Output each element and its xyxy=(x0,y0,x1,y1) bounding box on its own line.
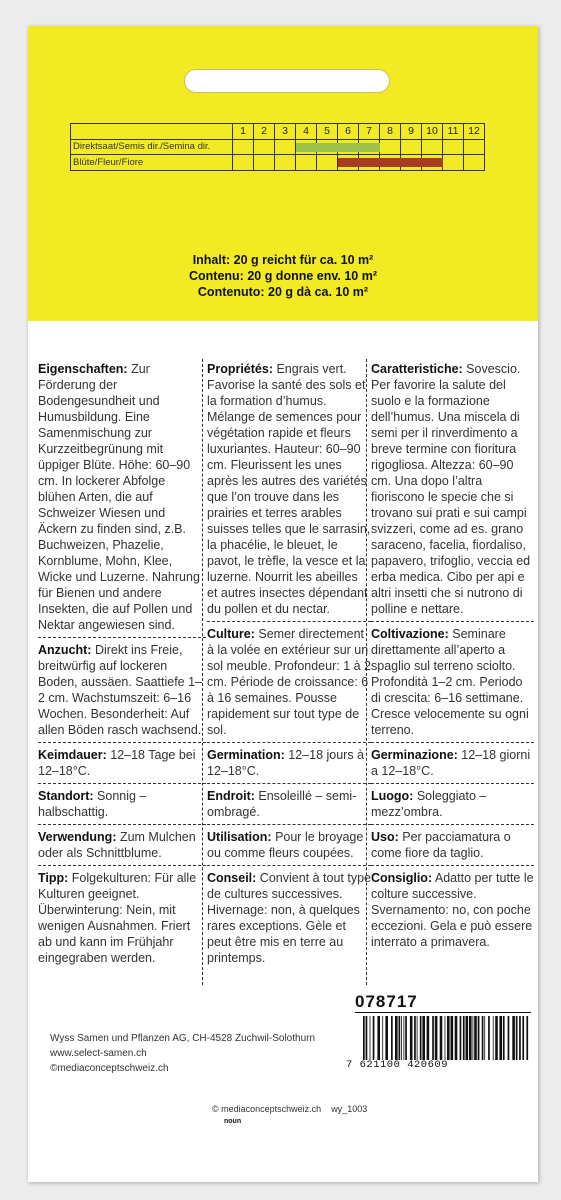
article-underline xyxy=(355,1012,531,1013)
calendar-row-label: Direktsaat/Semis dir./Semina dir. xyxy=(71,139,233,155)
contents-info xyxy=(28,252,538,300)
month-5: 5 xyxy=(317,124,338,140)
section-consiglio: Consiglio: Adatto per tutte le colture successive. Svernamento: no, con poche eccezioni. Gela e può essere interrato a primavera. xyxy=(371,865,534,950)
company-address: Wyss Samen und Pflanzen AG, CH-4528 Zuchwil-Solothurn xyxy=(50,1033,316,1044)
section-endroit: Endroit: Ensoleillé – semi-ombragé. xyxy=(207,783,371,820)
sowing-calendar xyxy=(70,123,485,171)
contents-it: Contenuto: 20 g dà ca. 10 m² xyxy=(197,285,369,299)
barcode-number: 7 621100 420609 xyxy=(346,1059,449,1071)
section-culture: Culture: Semer directement à la volée en extérieur sur un sol meuble. Profondeur: 1 à 2 cm. Période de croissance: 6 à 16 semaines. Pousse rapidement sur tout type de sol. xyxy=(207,621,371,738)
contents-fr: Contenu: 20 g donne env. 10 m² xyxy=(189,269,377,283)
month-9: 9 xyxy=(401,124,422,140)
column-italian xyxy=(371,361,534,956)
barcode xyxy=(361,1016,529,1060)
calendar-corner xyxy=(71,124,233,140)
footer-copyright xyxy=(212,1104,367,1114)
section-conseil: Conseil: Convient à tout type de cultures successives. Hivernage: non, à quelques rares exceptions. Gèle et peut être mis en terre au printemps. xyxy=(207,865,371,966)
calendar-row-sowing xyxy=(71,139,485,155)
section-uso: Uso: Per pacciamatura o come fiore da taglio. xyxy=(371,824,534,861)
month-3: 3 xyxy=(275,124,296,140)
section-luogo: Luogo: Soleggiato – mezz’ombra. xyxy=(371,783,534,820)
section-utilisation: Utilisation: Pour le broyage ou comme fleurs coupées. xyxy=(207,824,371,861)
section-coltivazione: Coltivazione: Seminare direttamente all’aperto a spaglio sul terreno sciolto. Profondità 1–2 cm. Periodo di crescita: 6–16 settimane. Cresce velocemente su ogni terreno. xyxy=(371,621,534,738)
month-8: 8 xyxy=(380,124,401,140)
section-standort: Standort: Sonnig – halbschattig. xyxy=(38,783,206,820)
company-website: www.select-samen.ch xyxy=(50,1048,147,1059)
section-tipp: Tipp: Folgekulturen: Für alle Kulturen geeignet. Überwinterung: Nein, mit wenigen Ausnahmen. Friert ab und kann im Frühjahr eingegraben werden. xyxy=(38,865,206,966)
month-10: 10 xyxy=(422,124,443,140)
contents-de: Inhalt: 20 g reicht für ca. 10 m² xyxy=(192,253,374,267)
month-11: 11 xyxy=(443,124,464,140)
section-keimdauer: Keimdauer: 12–18 Tage bei 12–18°C. xyxy=(38,742,206,779)
month-7: 7 xyxy=(359,124,380,140)
product-code: wy_1003 xyxy=(331,1104,368,1114)
section-anzucht: Anzucht: Direkt ins Freie, breitwürfig auf lockeren Boden, aussäen. Saattiefe 1–2 cm. Wachstumszeit: 6–16 Wochen. Besonderheit: Auf allen Böden rasch wachsend. xyxy=(38,637,206,738)
month-2: 2 xyxy=(254,124,275,140)
calendar-header-row xyxy=(71,124,485,140)
yellow-header xyxy=(28,26,538,321)
column-german xyxy=(38,361,206,972)
copyright-text: © mediaconceptschweiz.ch xyxy=(212,1104,322,1114)
article-number: 078717 xyxy=(355,992,418,1011)
month-1: 1 xyxy=(233,124,254,140)
calendar-row-label: Blüte/Fleur/Fiore xyxy=(71,155,233,171)
seed-packet-back xyxy=(28,26,538,1182)
calendar-row-bloom xyxy=(71,155,485,171)
column-french xyxy=(207,361,371,972)
company-info xyxy=(50,1031,315,1076)
month-4: 4 xyxy=(296,124,317,140)
section-proprietes: Propriétés: Engrais vert. Favorise la santé des sols et la formation d’humus. Mélange de semences pour végétation rapide et fleurs luxuriantes. Hauteur: 60–90 cm. Fleurissent les unes après les autres des variétés que l’on trouve dans les prairies et terres arables suisses telles que le sarrasin, la phacélie, le bleuet, le pavot, le trèfle, la vesce et la luzerne. Nourrit les abeilles et autres insectes dépendant du pollen et du nectar. xyxy=(207,362,371,616)
section-eigenschaften: Eigenschaften: Zur Förderung der Bodengesundheit und Humusbildung. Eine Samenmischung zur Kurzzeitbegrünung mit üppiger Blüte. Höhe: 60–90 cm. In lockerer Abfolge blühen Arten, die auf Schweizer Wiesen und Äckern zu finden sind, z.B. Buchweizen, Phazelie, Kornblume, Mohn, Klee, Wicke und Luzerne. Nahrung für Bienen und andere Insekten, die auf Pollen und Nektar angewiesen sind. xyxy=(38,362,200,632)
hang-hole xyxy=(184,69,390,93)
month-6: 6 xyxy=(338,124,359,140)
month-12: 12 xyxy=(464,124,485,140)
company-copyright: ©mediaconceptschweiz.ch xyxy=(50,1063,169,1074)
section-caratteristiche: Caratteristiche: Sovescio. Per favorire la salute del suolo e la formazione dell’humus. Una miscela di semi per il rinverdimento a breve termine con fioritura rigogliosa. Altezza: 60–90 cm. Una dopo l’altra fioriscono le specie che si trovano sui prati e sui campi svizzeri, come ad es. grano saraceno, facelia, fiordaliso, papavero, trifoglio, veccia ed erba medica. Cibo per api e altri insetti che si nutrono di polline e nettare. xyxy=(371,362,531,616)
section-verwendung: Verwendung: Zum Mulchen oder als Schnittblume. xyxy=(38,824,206,861)
section-germinazione: Germinazione: 12–18 giorni a 12–18°C. xyxy=(371,742,534,779)
section-germination: Germination: 12–18 jours à 12–18°C. xyxy=(207,742,371,779)
noun-logo: noun xyxy=(224,1118,242,1125)
